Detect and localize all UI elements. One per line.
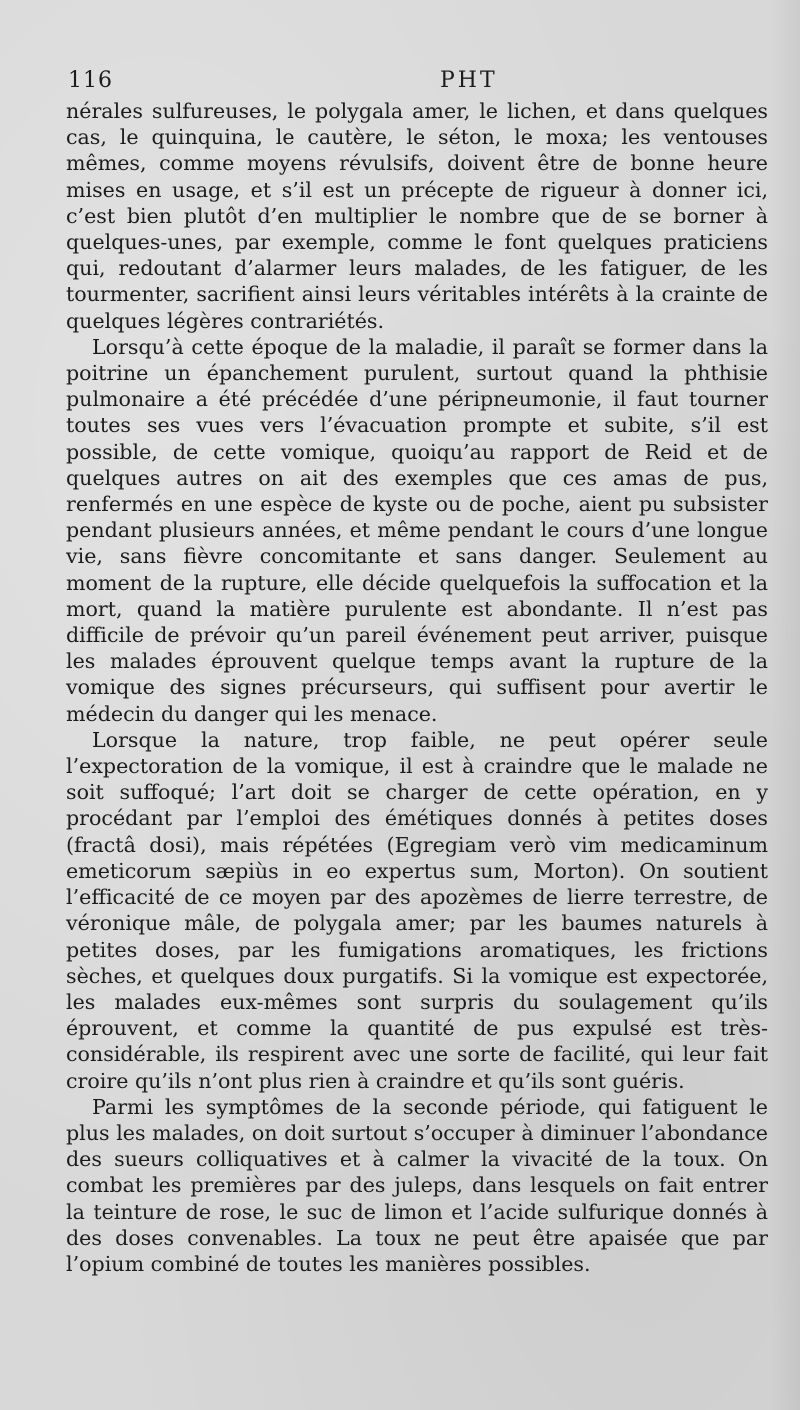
page-header [68,68,768,98]
page-edge-shadow [770,0,800,1410]
paragraph-4: Parmi les symptômes de la seconde période, qui fatiguent le plus les malades, on doit surtout s’occuper à diminuer l’abondance des sueurs colliquatives et à calmer la vivacité de la toux. On combat les premières par des juleps, dans lesquels on fait entrer la teinture de rose, le suc de limon et l’acide sulfurique donnés à des doses convenables. La toux ne peut être apaisée que par l’opium combiné de toutes les manières possibles. [66,1094,768,1276]
paragraph-1: nérales sulfureuses, le polygala amer, le lichen, et dans quelques cas, le quinquina, le cautère, le séton, le moxa; les ventouses mêmes, comme moyens révulsifs, doivent être de bonne heure mises en usage, et s’il est un précepte de rigueur à donner ici, c’est bien plutôt d’en multiplier le nombre que de se borner à quelques-unes, par exemple, comme le font quelques praticiens qui, redoutant d’alarmer leurs malades, de les fatiguer, de les tourmenter, sacrifient ainsi leurs véritables intérêts à la crainte de quelques légères contrariétés. [66,99,768,333]
paragraph-3: Lorsque la nature, trop faible, ne peut opérer seule l’expectoration de la vomique, il est à craindre que le malade ne soit suffoqué; l’art doit se charger de cette opération, en y procédant par l’emploi des émétiques donnés à petites doses (fractâ dosi), mais répétées (Egregiam verò vim medicaminum emeticorum sæpiùs in eo expertus sum, Morton). On soutient l’efficacité de ce moyen par des apozèmes de lierre terrestre, de véronique mâle, de polygala amer; par les baumes naturels à petites doses, par les fumigations aromatiques, les frictions sèches, et quelques doux purgatifs. Si la vomique est expectorée, les malades eux-mêmes sont surpris du soulagement qu’ils éprouvent, et comme la quantité de pus expulsé est très-considérable, ils respirent avec une sorte de facilité, qui leur fait croire qu’ils n’ont plus rien à craindre et qu’ils sont guéris. [66,727,768,1093]
page-number: 116 [68,68,113,93]
running-head: PHT [440,68,498,93]
body-text [66,98,768,1277]
paragraph-2: Lorsqu’à cette époque de la maladie, il paraît se former dans la poitrine un épanchement purulent, surtout quand la phthisie pulmonaire a été précédée d’une péripneumonie, il faut tourner toutes ses vues vers l’évacuation prompte et subite, s’il est possible, de cette vomique, quoiqu’au rapport de Reid et de quelques autres on ait des exemples que ces amas de pus, renfermés en une espèce de kyste ou de poche, aient pu subsister pendant plusieurs années, et même pendant le cours d’une longue vie, sans fièvre concomitante et sans danger. Seulement au moment de la rupture, elle décide quelquefois la suffocation et la mort, quand la matière purulente est abondante. Il n’est pas difficile de prévoir qu’un pareil événement peut arriver, puisque les malades éprouvent quelque temps avant la rupture de la vomique des signes précurseurs, qui suffisent pour avertir le médecin du danger qui les menace. [66,334,768,726]
